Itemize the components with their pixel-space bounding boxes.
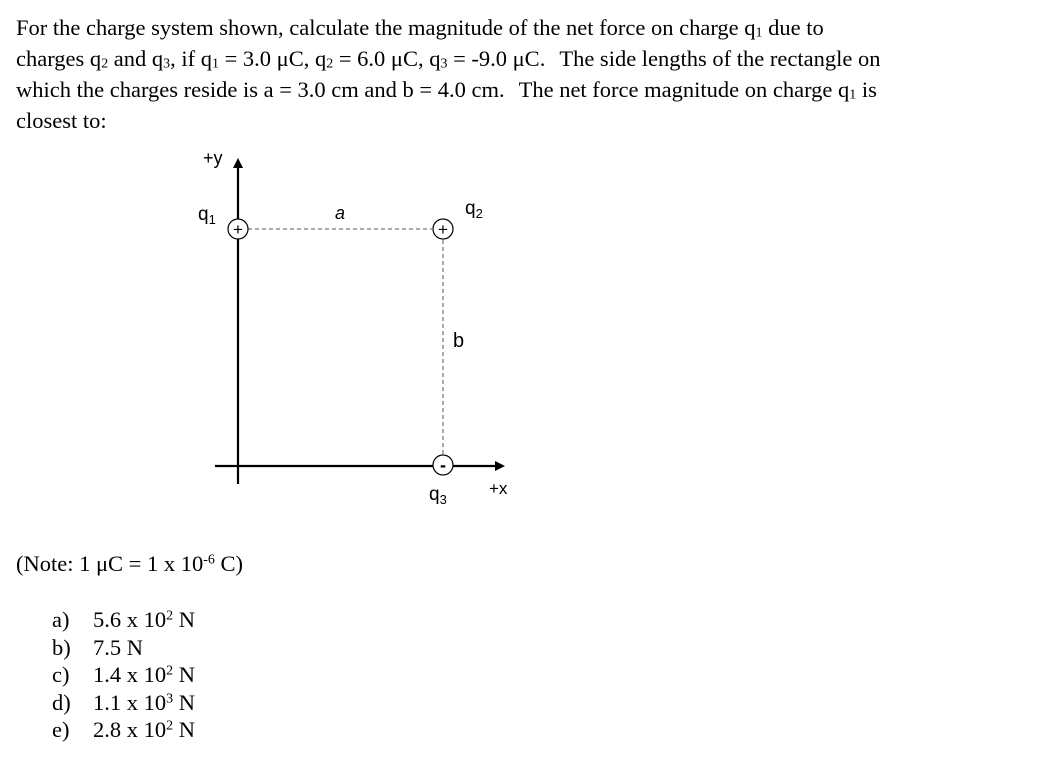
y-axis-label: +y [203,148,223,168]
question-line-4: closest to: [16,108,107,133]
charge-q2-sign: + [438,220,448,239]
charge-q3 [429,455,453,507]
side-a-label: a [335,203,346,223]
answer-option-a[interactable]: a) 5.6 x $10^2$ N [52,607,195,632]
charge-q3-label: $q_3$ [429,484,447,507]
question-line-2: charges $q_2$ and $q_3$, if $q_1 = 3.0$ μC, $q_2 = 6.0$ μC, $q_3 = -9.0$ μC. The side lengths of the rectangle on [16,46,881,72]
answer-option-b[interactable]: b) 7.5 N [52,634,143,660]
charge-q1-sign: + [233,220,243,239]
answer-options [52,606,195,744]
charge-q1 [198,204,248,239]
charge-q2-label: $q_2$ [465,198,483,221]
answer-option-d[interactable]: d) 1.1 x $10^3$ N [52,689,195,715]
x-axis-label: +x [489,479,508,498]
charge-q2 [433,198,483,239]
answer-option-e[interactable]: e) 2.8 x $10^2$ N [52,717,195,742]
answer-option-c[interactable]: c) 1.4 x $10^2$ N [52,662,195,687]
question-line-3: which the charges reside is a = 3.0 cm and b = 4.0 cm. The net force magnitude on charge $q_1$ is [16,77,877,103]
side-b-label: b [453,330,465,352]
charge-q3-sign: - [440,455,446,475]
question-line-1: For the charge system shown, calculate the magnitude of the net force on charge $q_1$ due to [16,15,824,41]
charge-q1-label: $q_1$ [198,204,216,227]
unit-note: (Note: 1 μC = 1 x $10^{-6}$ C) [16,551,243,576]
